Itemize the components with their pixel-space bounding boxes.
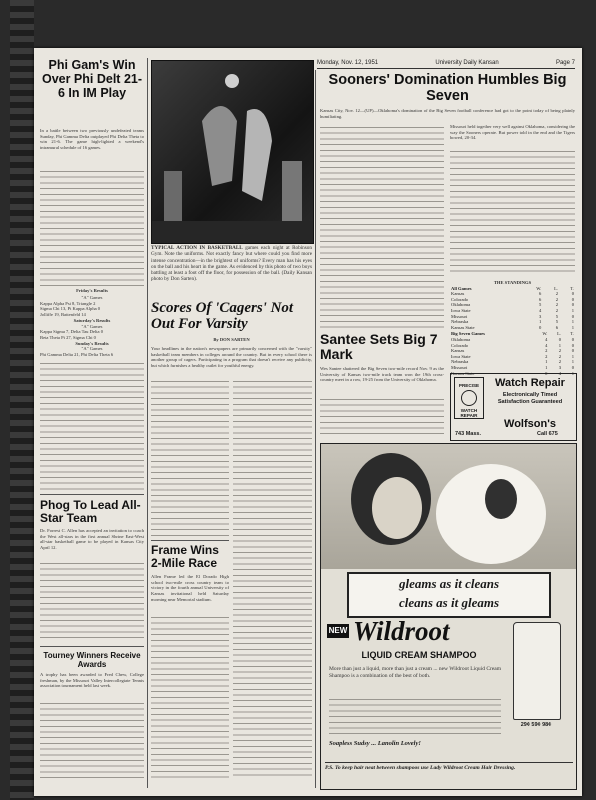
score-line: Beta Theta Pi 27, Sigma Chi 0 [40, 334, 96, 340]
masthead [317, 60, 575, 69]
column-divider [151, 540, 229, 541]
team-name: Kansas [451, 348, 465, 354]
team-name: Oklahoma [451, 302, 471, 308]
sooners-col1-text [320, 124, 444, 328]
standings-bs-rows [450, 337, 575, 376]
photo-caption-text: games each night at Robinson Gym. Note the uniforms. Not exactly fancy but where could you find more intense concentration—in the brightest of uniforms? Every man has his eyes on the ball and his heart in the game. As evidenced by this photo of two boys battling at least a foot off the floor, for possession of the ball. (Daily Kansan photo by Don Sarten). [151, 245, 312, 283]
team-name: Colorado [451, 342, 469, 348]
sooners-col2-text [450, 148, 575, 276]
wildroot-ad [320, 443, 577, 790]
col-t: T. [570, 331, 574, 337]
team-name: Kansas [451, 291, 465, 297]
team-stat: 1 [545, 359, 548, 365]
column-divider [40, 646, 144, 647]
phigam-more-scores [40, 360, 144, 490]
team-stat: 1 [571, 319, 574, 325]
score-line: Sunday's Results [75, 340, 109, 346]
frame-text: Allen Frame led the El Dorado High school two-mile cross country team to victory in the fourth annual University of Kansas invitational held Saturday morning near Memorial stadium. [151, 574, 229, 602]
team-stat: 2 [555, 308, 559, 314]
sooners-headline: Sooners' Domination Humbles Big Seven [328, 72, 567, 104]
sooners-sidebar: Missouri held together very well against Oklahoma, considering the way the Sooners operate. But power told in the end and the Tigers bowed, 20-34. [450, 124, 575, 141]
team-stat: 1 [571, 370, 574, 376]
tourney-text: A trophy has been awarded to Fred Chew, College freshman, by the Missouri Valley Intercollegiate Tennis association tournament held last week. [40, 672, 144, 689]
watch-ad-store: Wolfson's [504, 418, 556, 430]
team-stat: 0 [571, 296, 574, 302]
watch-ad-phone: Call 675 [537, 431, 558, 437]
phigam-headline: Phi Gam's Win Over Phi Delt 21-6 In IM Play [41, 58, 143, 100]
score-line: Jolliffe 19, Battenfeld 14 [40, 312, 86, 318]
cagers-headline: Scores Of 'Cagers' Not Out For Varsity [151, 300, 294, 332]
masthead-paper: University Daily Kansan [435, 60, 499, 66]
santee-text: Wes Santee shattered the Big Seven two-mile record Nov. 9 as the University of Kansas two-mile track team won the 19th cross-country meet in a row, 19-25 from the University of Oklahoma. [320, 366, 444, 383]
watch-ad-title: Watch Repair [495, 377, 565, 389]
standings-bs-table [450, 331, 575, 376]
team-stat: 6 [555, 324, 559, 330]
frame-headline: Frame Wins 2-Mile Race [151, 543, 219, 570]
team-stat: 0 [571, 348, 574, 354]
team-stat: 3 [538, 313, 542, 319]
team-stat: 1 [571, 308, 574, 314]
phigam-lede: In a battle between two previously undefeated teams Sunday, Phi Gamma Delta outplayed Phi Delta Theta to win 21-6. The game high-lighted a weekend's intramural schedule of 16 games. [40, 128, 144, 151]
cagers-byline: By DON SARTEN [213, 337, 250, 342]
column-rule [315, 70, 316, 788]
score-line: Phi Gamma Delta 21, Phi Delta Theta 6 [40, 352, 114, 358]
team-stat: 6 [538, 296, 542, 302]
woman-illustration-art [321, 444, 576, 569]
team-stat: 2 [555, 291, 559, 297]
wildroot-new-badge: NEW [327, 624, 349, 638]
score-line: Kappa Alpha Psi 8, Triangle 2 [40, 300, 96, 306]
phigam-body-text [40, 168, 144, 286]
column-divider [40, 494, 144, 495]
shampoo-bottle [511, 622, 561, 737]
newspaper-page [34, 48, 582, 796]
wildroot-soapless: Soapless Sudsy ... Lanolin Lovely! [329, 740, 421, 747]
score-line: Saturday's Results [73, 317, 111, 323]
team-stat: 5 [555, 313, 559, 319]
wildroot-slogan-2: cleans as it gleams [398, 595, 500, 610]
frame-body-text [151, 614, 229, 778]
woman-illustration [321, 444, 576, 569]
team-stat: 2 [555, 302, 559, 308]
team-stat: 2 [545, 348, 548, 354]
team-name: Nebraska [451, 359, 469, 365]
team-name: Kansas State [451, 324, 475, 330]
cagers-col2-text [233, 378, 312, 778]
standings-all-rows [450, 291, 575, 330]
team-stat: 4 [545, 337, 548, 343]
cagers-text: Your headlines in the nation's newspapers are primarily concerned with the "varsity" basketball team members in colleges around the country. But in every school there is another group of cagers. Participating in a program that doesn't receive any publicity, but which furnishes a healthy outlet for youthful energy. [151, 346, 312, 369]
score-line: "A" Games [81, 295, 103, 300]
team-stat: 0 [571, 337, 574, 343]
team-name: Oklahoma [451, 337, 471, 343]
team-name: Missouri [451, 365, 468, 371]
team-stat: 1 [558, 342, 562, 348]
wildroot-sizes: 29¢ 59¢ 98¢ [520, 722, 552, 728]
standings-bs-label: Big Seven Games [451, 331, 485, 337]
wildroot-body-extra [329, 696, 501, 734]
score-line: Sigma Chi 13, Pi Kappa Alpha 0 [40, 306, 101, 312]
sooners-lede: Kansas City, Nov. 12—(UP)—Oklahoma's domination of the Big Seven football conference had got to the point today of being plainly humiliating. [320, 108, 575, 119]
watch-ad-sub: Electronically Timed Satisfaction Guaranteed [497, 392, 563, 405]
phog-headline: Phog To Lead All-Star Team [40, 498, 141, 525]
team-stat: 0 [571, 291, 574, 297]
phog-text: Dr. Forrest C. Allen has accepted an invitation to coach the West all-stars in the first annual Shrine East-West all-star basketball game to be played in Kansas City April 12. [40, 528, 144, 551]
wildroot-brand: Wildroot [353, 616, 450, 646]
team-stat: 0 [538, 324, 542, 330]
team-stat: 1 [571, 324, 574, 330]
team-stat: 0 [558, 337, 562, 343]
standings-title: THE STANDINGS [493, 280, 532, 285]
team-stat: 0 [571, 313, 574, 319]
watch-ad-address: 743 Mass. [455, 431, 481, 437]
bottle-icon [513, 622, 561, 720]
clock-icon [461, 390, 477, 406]
team-stat: 6 [538, 291, 542, 297]
precise-brand: PRECISE [458, 383, 480, 388]
team-stat: 2 [558, 359, 562, 365]
standings-all-label: All Games [451, 285, 472, 291]
score-line: Kappa Sigma 7, Delta Tau Delta 0 [40, 329, 103, 335]
wildroot-slogan-1: gleams as it cleans [398, 576, 500, 591]
team-stat: 0 [571, 365, 574, 371]
basketball-photo [151, 60, 314, 244]
phog-body-text [40, 560, 144, 640]
team-stat: 2 [555, 296, 559, 302]
col-w: W. [536, 285, 542, 291]
score-line: "A" Games [81, 323, 103, 329]
precise-badge [454, 377, 484, 419]
score-line: "A" Games [81, 346, 103, 352]
team-stat: 1 [571, 353, 574, 359]
watch-ad [450, 370, 577, 441]
wildroot-slogan-banner [347, 572, 551, 618]
team-name: Colorado [451, 296, 469, 302]
phigam-scores [40, 295, 144, 358]
binding-strip [10, 0, 34, 800]
santee-body-text [320, 396, 444, 436]
team-stat: 2 [558, 353, 562, 359]
wildroot-ps: P.S. To keep hair neat between shampoos use Lady Wildroot Cream Hair Dressing. [325, 762, 573, 771]
team-stat: 1 [571, 359, 574, 365]
precise-label: WATCH REPAIR [460, 408, 478, 418]
team-stat: 0 [571, 342, 574, 348]
team-stat: 2 [558, 348, 562, 354]
team-name: Missouri [451, 313, 468, 319]
team-stat: 5 [555, 319, 559, 325]
standings [450, 280, 575, 376]
team-stat: 5 [538, 302, 542, 308]
santee-headline: Santee Sets Big 7 Mark [320, 331, 438, 362]
basketball-photo-art [152, 61, 313, 243]
tourney-body-text [40, 700, 144, 780]
team-stat: 4 [558, 370, 562, 376]
col-w: W. [542, 331, 548, 337]
masthead-page: Page 7 [555, 60, 575, 66]
team-name: Iowa State [451, 353, 471, 359]
column-rule [147, 58, 148, 788]
photo-caption [151, 245, 312, 283]
team-stat: 3 [558, 365, 562, 371]
col-l: L. [557, 331, 562, 337]
phigam-scores-title: Friday's Results [76, 288, 108, 293]
standings-all-table [450, 286, 575, 331]
team-name: Iowa State [451, 308, 471, 314]
team-stat: 2 [545, 353, 548, 359]
team-stat: 0 [545, 370, 548, 376]
col-l: L. [554, 285, 559, 291]
team-stat: 4 [538, 308, 542, 314]
team-name: Kansas State [451, 370, 475, 376]
photo-caption-lead: TYPICAL ACTION IN BASKETBALL [151, 245, 243, 251]
team-stat: 1 [538, 319, 542, 325]
masthead-date: Monday, Nov. 12, 1951 [317, 60, 379, 66]
tourney-headline: Tourney Winners Receive Awards [43, 651, 141, 669]
team-stat: 4 [545, 342, 548, 348]
col-t: T. [570, 285, 574, 291]
team-stat: 0 [571, 302, 574, 308]
standings-row [450, 325, 575, 331]
wildroot-product: LIQUID CREAM SHAMPOO [361, 650, 477, 660]
team-name: Nebraska [451, 319, 469, 325]
cagers-col1-text [151, 378, 229, 536]
team-stat: 1 [545, 365, 548, 371]
wildroot-body: More than just a liquid, more than just a cream ... new Wildroot Liquid Cream Shampoo is a combination of the best of both. [329, 666, 501, 679]
